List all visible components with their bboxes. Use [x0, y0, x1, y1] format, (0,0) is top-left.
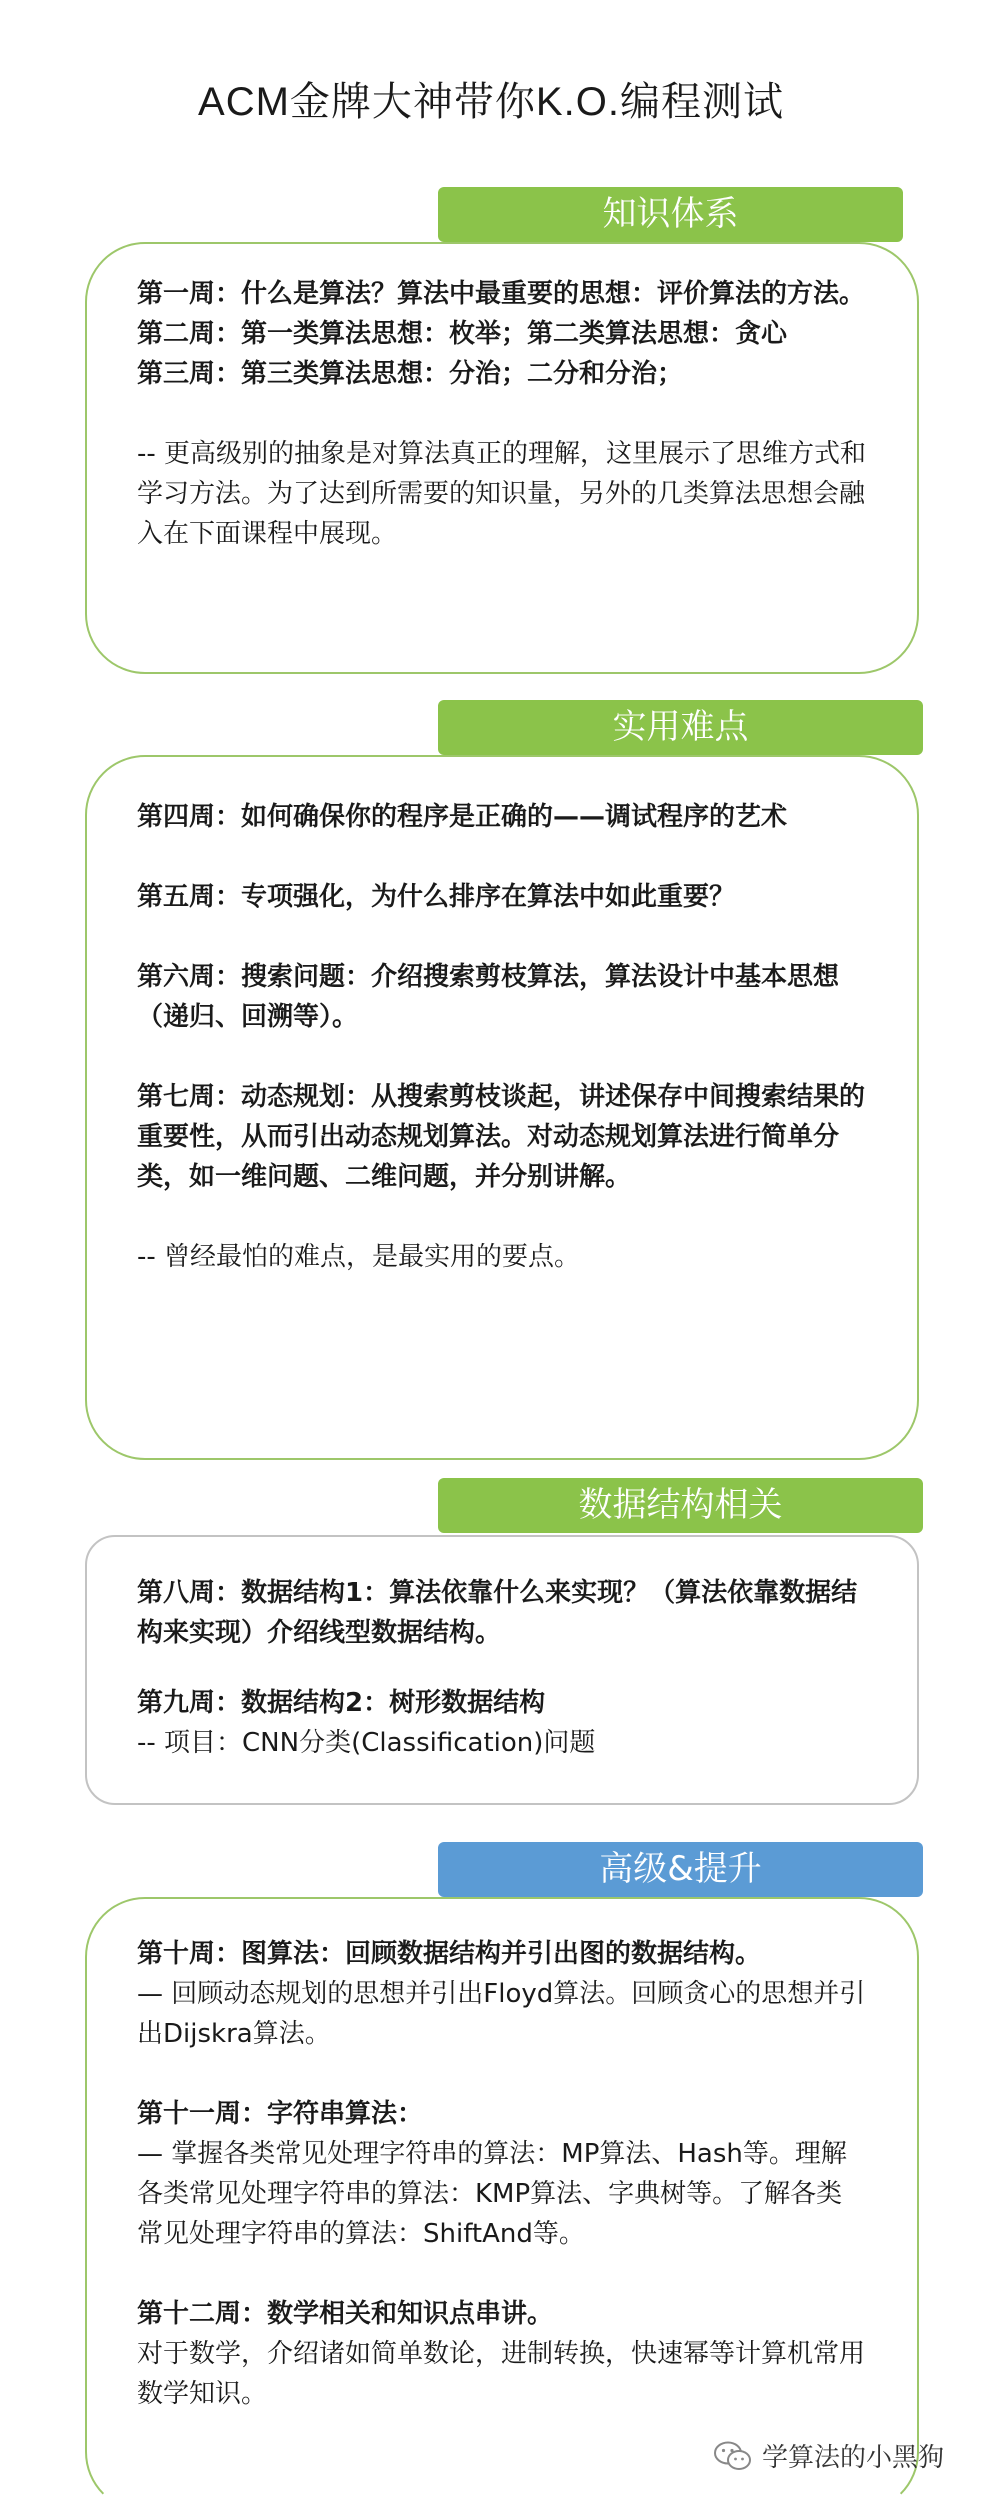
week-5-text: 第五周：专项强化，为什么排序在算法中如此重要？: [137, 882, 736, 912]
week-2-text: 第二周：第一类算法思想：枚举；第二类算法思想：贪心: [137, 319, 788, 349]
section-card-data-structures: [85, 1535, 919, 1805]
section-card-advanced: [85, 1897, 919, 2512]
week-3-text: 第三周：第三类算法思想：分治；二分和分治；: [137, 359, 684, 389]
section-heading-advanced: 高级&提升: [438, 1842, 923, 1897]
week-8-text: 第八周：数据结构1：算法依靠什么来实现？（算法依靠数据结构来实现）介绍线型数据结构。: [137, 1578, 858, 1648]
week-11-detail: — 掌握各类常见处理字符串的算法：MP算法、Hash等。理解各类常见处理字符串的算法：KMP算法、字典树等。了解各类常见处理字符串的算法：ShiftAnd等。: [137, 2139, 847, 2249]
section-card-practical: [85, 755, 919, 1460]
week-6-text: 第六周：搜索问题：介绍搜索剪枝算法，算法设计中基本思想（递归、回溯等）。: [137, 962, 840, 1032]
section-note: -- 曾经最怕的难点，是最实用的要点。: [137, 1242, 581, 1272]
section-note: -- 更高级别的抽象是对算法真正的理解，这里展示了思维方式和学习方法。为了达到所需要的知识量，另外的几类算法思想会融入在下面课程中展现。: [137, 439, 867, 549]
week-12-text: 第十二周：数学相关和知识点串讲。: [137, 2299, 554, 2329]
footer-watermark: [714, 2437, 944, 2474]
week-10-text: 第十周：图算法：回顾数据结构并引出图的数据结构。: [137, 1939, 762, 1969]
footer-account-name: 学算法的小黑狗: [761, 2443, 944, 2473]
section-heading-knowledge: 知识体系: [438, 187, 903, 242]
week-10-detail: — 回顾动态规划的思想并引出Floyd算法。回顾贪心的思想并引出Dijskra算法。: [137, 1979, 866, 2049]
week-1-text: 第一周：什么是算法？算法中最重要的思想：评价算法的方法。: [137, 279, 866, 309]
week-9-text: 第九周：数据结构2：树形数据结构: [137, 1688, 546, 1718]
wechat-icon: [714, 2441, 752, 2471]
page-title: ACM金牌大神带你K.O.编程测试: [198, 80, 784, 124]
section-heading-practical: 实用难点: [438, 700, 923, 755]
week-7-text: 第七周：动态规划：从搜索剪枝谈起，讲述保存中间搜索结果的重要性，从而引出动态规划算法。对动态规划算法进行简单分类，如一维问题、二维问题，并分别讲解。: [137, 1082, 866, 1192]
section-card-knowledge: [85, 242, 919, 674]
project-note: -- 项目：CNN分类(Classification)问题: [137, 1728, 596, 1758]
week-12-detail: 对于数学，介绍诸如简单数论，进制转换，快速幂等计算机常用数学知识。: [137, 2339, 866, 2409]
section-heading-data-structures: 数据结构相关: [438, 1478, 923, 1533]
week-4-text: 第四周：如何确保你的程序是正确的——调试程序的艺术: [137, 802, 788, 832]
week-11-text: 第十一周：字符串算法：: [137, 2099, 424, 2129]
